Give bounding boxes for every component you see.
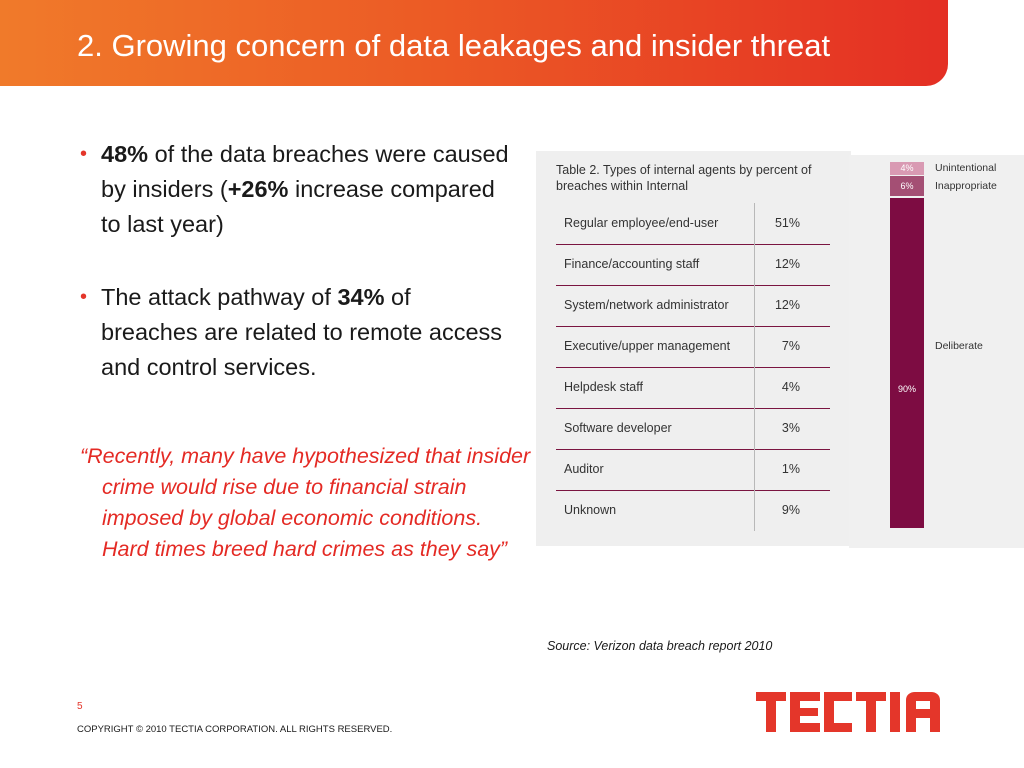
row-pct: 12%: [774, 257, 800, 271]
row-pct: 3%: [781, 421, 800, 435]
table-row: [556, 449, 830, 491]
title-bar: [0, 0, 948, 86]
bar-label: 6%: [900, 181, 914, 191]
tectia-logo: [756, 690, 948, 734]
row-pct: 9%: [781, 503, 800, 517]
row-name: Executive/upper management: [564, 339, 731, 353]
legend-label: Deliberate: [935, 340, 983, 352]
table-row: [556, 490, 830, 531]
table-column-divider: [754, 203, 755, 531]
table-row: [556, 408, 830, 450]
table-row: [556, 367, 830, 409]
legend-label: Inappropriate: [935, 180, 997, 192]
copyright-text: COPYRIGHT © 2010 TECTIA CORPORATION. ALL RIGHTS RESERVED.: [77, 724, 393, 735]
bar-label: 4%: [900, 163, 914, 173]
bullet-item: [80, 137, 510, 242]
bullet-text: of breaches are related to remote access and control services.: [101, 284, 503, 380]
bar-segment-deliberate: [890, 198, 924, 528]
row-pct: 1%: [781, 462, 800, 476]
row-pct: 4%: [781, 380, 800, 394]
row-name: Software developer: [564, 421, 672, 435]
row-name: Regular employee/end-user: [564, 216, 719, 230]
row-pct: 7%: [781, 339, 800, 353]
bullet-item: [80, 280, 510, 385]
bullet-dot-icon: •: [80, 286, 88, 308]
bullet-bold-stat: 48%: [101, 141, 149, 167]
table-row: [556, 203, 830, 245]
bullet-text: increase compared to last year): [101, 176, 495, 237]
page-number: 5: [77, 701, 83, 712]
bullet-bold-stat: +26%: [227, 176, 289, 202]
bullet-text: The attack pathway of: [101, 284, 338, 310]
row-name: Helpdesk staff: [564, 380, 643, 394]
bullet-dot-icon: •: [80, 143, 88, 165]
row-name: Auditor: [564, 462, 604, 476]
bar-segment-unintentional: [890, 162, 924, 175]
source-note: Source: Verizon data breach report 2010: [547, 639, 773, 653]
row-name: Unknown: [564, 503, 617, 517]
table-row: [556, 244, 830, 286]
row-name: Finance/accounting staff: [564, 257, 700, 271]
legend-label: Unintentional: [935, 162, 997, 174]
row-name: System/network administrator: [564, 298, 729, 312]
quote-text: “Recently, many have hypothesized that insider crime would rise due to financial strain imposed by global economic conditions. Hard times breed hard crimes as they say”: [80, 444, 531, 561]
bullet-list: [80, 137, 510, 423]
table-caption: Table 2. Types of internal agents by percent of breaches within Internal: [556, 163, 812, 193]
slide-title: 2. Growing concern of data leakages and insider threat: [77, 28, 831, 63]
row-pct: 12%: [774, 298, 800, 312]
table-row: [556, 326, 830, 368]
agents-table: [536, 151, 851, 546]
stacked-bar-chart: [849, 155, 1024, 548]
bar-label: 90%: [897, 384, 916, 394]
row-pct: 51%: [774, 216, 800, 230]
bar-segment-inappropriate: [890, 176, 924, 196]
bullet-bold-stat: 34%: [337, 284, 385, 310]
table-row: [556, 285, 830, 327]
bullet-text: of the data breaches were caused by insiders (: [101, 141, 509, 202]
